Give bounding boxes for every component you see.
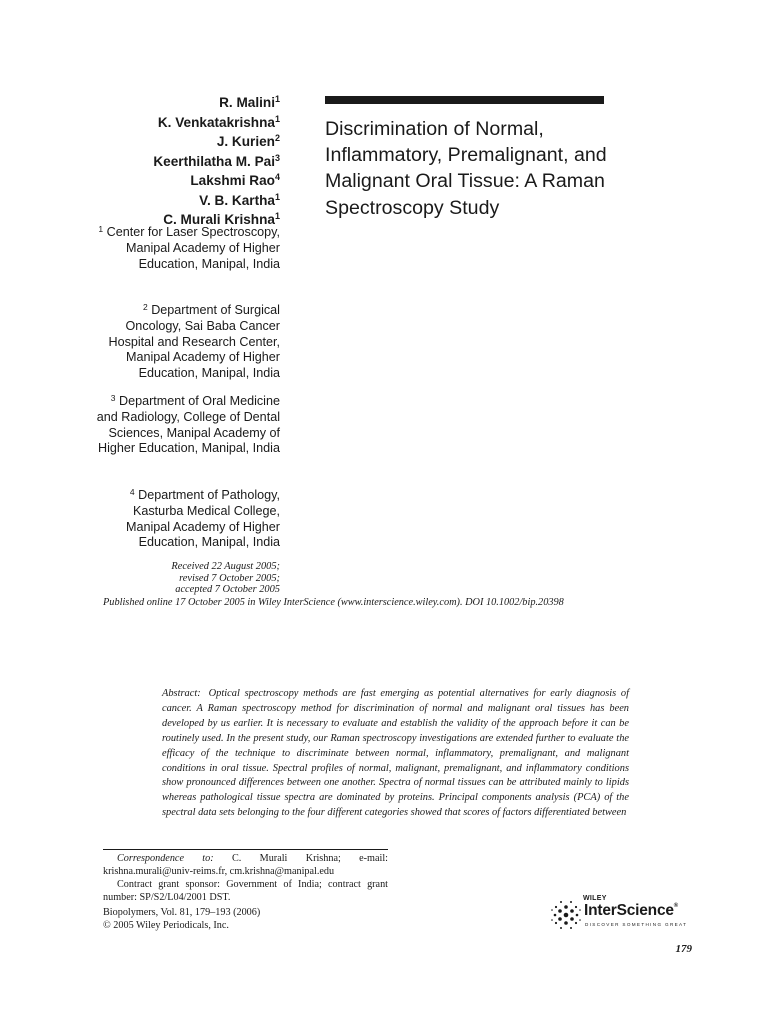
accepted-date: accepted 7 October 2005: [175, 584, 280, 596]
footnote-rule: [103, 849, 388, 850]
logo-tagline: DISCOVER SOMETHING GREAT: [585, 922, 688, 927]
grant-text: Contract grant sponsor: Government of India; contract grant number: SP/S2/L04/2001 DST.: [103, 878, 388, 903]
abstract-label: Abstract:: [162, 688, 201, 699]
author: C. Murali Krishna$^1$: [163, 211, 280, 227]
author-list: [153, 93, 280, 230]
footnote: [103, 853, 388, 905]
revised-date: revised 7 October 2005;: [179, 572, 280, 584]
article-title: Discrimination of Normal, Inflammatory, Premalignant, and Malignant Oral Tissue: A Raman Spectroscopy Study: [325, 118, 607, 219]
publication-info: Published online 17 October 2005 in Wiley InterScience (www.interscience.wiley.com). DOI 10.1002/bip.20398: [103, 597, 564, 608]
author: K. Venkatakrishna$^1$: [157, 113, 280, 130]
abstract: [162, 687, 629, 821]
author: Keerthilatha M. Pai$^3$: [153, 152, 280, 169]
title-rule: [325, 96, 604, 104]
correspondence-label: Correspondence to:: [117, 853, 214, 864]
author: R. Malini$^1$: [219, 94, 280, 110]
logo-name: InterScience®: [584, 902, 679, 919]
author: V. B. Kartha$^1$: [199, 191, 280, 208]
wiley-interscience-logo: [549, 895, 694, 935]
interscience-globe-icon: [549, 898, 583, 932]
copyright: © 2005 Wiley Periodicals, Inc.: [103, 920, 229, 932]
journal-citation: Biopolymers, Vol. 81, 179–193 (2006): [103, 907, 261, 918]
affiliation-3: $^3$ Department of Oral Medicine and Radiology, College of Dental Sciences, Manipal Academy of Higher Education, Manipal, India: [96, 393, 280, 456]
author: J. Kurien$^2$: [216, 133, 280, 149]
logo-publisher: WILEY: [583, 895, 607, 902]
affiliation-1: $^1$ Center for Laser Spectroscopy, Manipal Academy of Higher Education, Manipal, India: [98, 224, 280, 271]
article-dates: [171, 561, 280, 596]
received-date: Received 22 August 2005;: [171, 561, 280, 572]
author: Lakshmi Rao$^4$: [190, 172, 280, 188]
abstract-text: Optical spectroscopy methods are fast emerging as potential alternatives for early diagnosis of cancer. A Raman spectroscopy method for discrimination of normal and malignant oral tissues has been developed by us earlier. It is necessary to evaluate and establish the validity of the approach before it can be routinely used. In the present study, our Raman spectroscopy investigations are extended further to evaluate the efficacy of the technique to discriminate between normal, inflammatory, premalignant, and malignant conditions in oral tissue. Spectral profiles of normal, malignant, premalignant, and inflammatory conditions show pronounced differences between one another. Spectra of normal tissues can be attributed mainly to lipids whereas pathological tissue spectra are dominated by proteins. Principal components analysis (PCA) of the spectral data sets belonging to the four different categories showed that scores of factors differentiated between: [162, 688, 629, 819]
journal-info: [103, 906, 260, 932]
correspondence-text: C. Murali Krishna; e-mail: krishna.murali@univ-reims.fr, cm.krishna@manipal.edu: [103, 853, 388, 877]
affiliation-4: $^4$ Department of Pathology, Kasturba Medical College, Manipal Academy of Higher Education, Manipal, India: [125, 487, 280, 550]
page-number: 179: [675, 943, 692, 955]
affiliation-2: $^2$ Department of Surgical Oncology, Sai Baba Cancer Hospital and Research Center, Manipal Academy of Higher Education, Manipal, India: [108, 302, 280, 381]
